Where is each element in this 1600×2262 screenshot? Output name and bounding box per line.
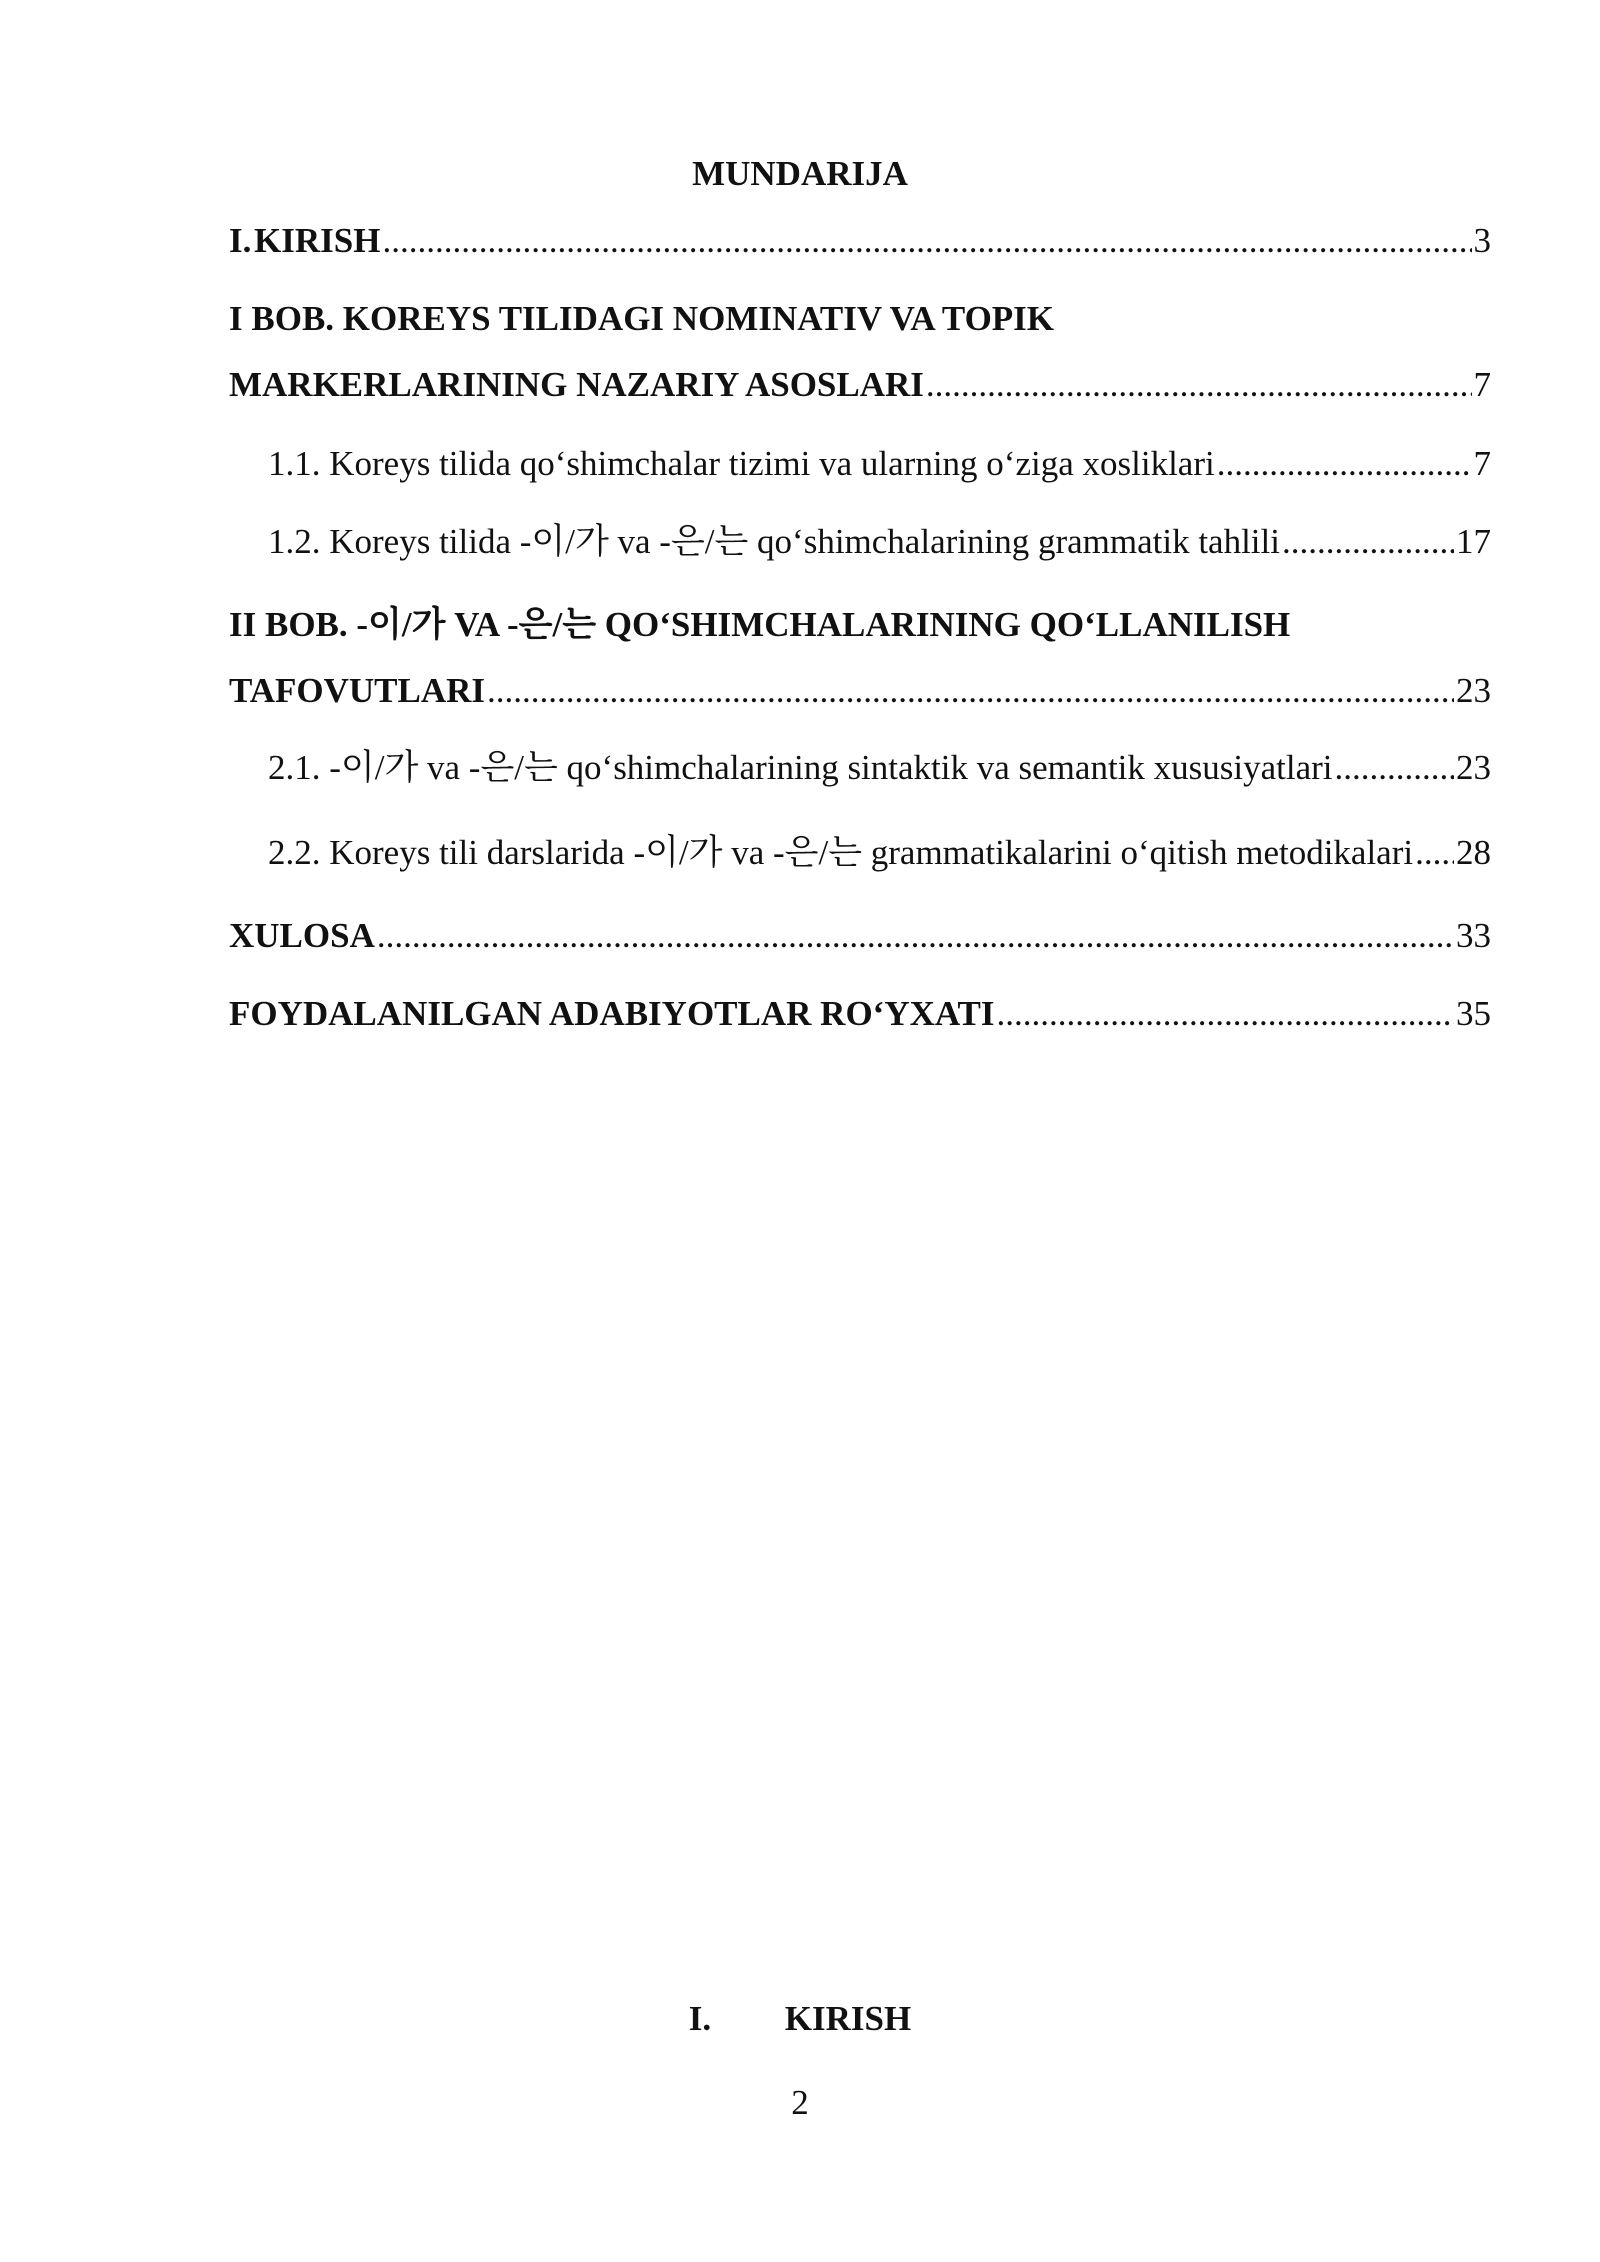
toc-page-number: 33 bbox=[1456, 916, 1491, 955]
toc-entry-text: 1.2. Koreys tilida -이/가 va -은/는 qo‘shimchalarining grammatik tahlili bbox=[268, 522, 1280, 561]
toc-entry-chapter1-line1[interactable]: I BOB. KOREYS TILIDAGI NOMINATIV VA TOPIK bbox=[229, 299, 1055, 338]
toc-page-number: 23 bbox=[1456, 671, 1491, 710]
dot-leader bbox=[487, 668, 1454, 714]
toc-entry-1-2[interactable] bbox=[268, 519, 1491, 565]
toc-entry-2-2[interactable] bbox=[268, 830, 1491, 876]
toc-entry-chapter1[interactable] bbox=[229, 362, 1491, 408]
toc-page-number: 35 bbox=[1456, 994, 1491, 1033]
page-number: 2 bbox=[791, 2083, 809, 2122]
toc-entry-label: I. bbox=[229, 221, 252, 260]
toc-entry-kirish[interactable] bbox=[229, 218, 1491, 264]
section-heading-label: I. bbox=[688, 1999, 712, 2038]
toc-entry-text: 2.1. -이/가 va -은/는 qo‘shimchalarining sintaktik va semantik xususiyatlari bbox=[268, 748, 1333, 787]
section-heading-title: KIRISH bbox=[784, 1999, 912, 2038]
dot-leader bbox=[926, 362, 1472, 408]
dot-leader bbox=[382, 218, 1471, 264]
toc-entry-text: TAFOVUTLARI bbox=[229, 671, 486, 710]
dot-leader bbox=[1335, 745, 1454, 791]
toc-page-number: 23 bbox=[1456, 748, 1491, 787]
dot-leader bbox=[1217, 441, 1472, 487]
toc-entry-1-1[interactable] bbox=[268, 441, 1491, 487]
dot-leader bbox=[1415, 830, 1454, 876]
toc-entry-chapter2[interactable] bbox=[229, 668, 1491, 714]
toc-entry-2-1[interactable] bbox=[268, 745, 1491, 791]
dot-leader bbox=[1282, 519, 1454, 565]
toc-entry-text: KIRISH bbox=[254, 221, 381, 260]
toc-page-number: 7 bbox=[1473, 444, 1491, 483]
toc-entry-text: FOYDALANILGAN ADABIYOTLAR RO‘YXATI bbox=[229, 994, 995, 1033]
dot-leader bbox=[997, 991, 1454, 1037]
table-of-contents bbox=[0, 0, 1600, 1100]
toc-entry-text: 1.1. Koreys tilida qo‘shimchalar tizimi va ularning o‘ziga xosliklari bbox=[268, 444, 1215, 483]
toc-page-number: 17 bbox=[1456, 522, 1491, 561]
toc-title: MUNDARIJA bbox=[692, 154, 908, 193]
toc-entry-text: XULOSA bbox=[229, 916, 375, 955]
section-heading bbox=[0, 1996, 1600, 2042]
toc-entry-chapter2-line1[interactable]: II BOB. -이/가 VA -은/는 QO‘SHIMCHALARINING QO‘LLANILISH bbox=[229, 605, 1291, 644]
dot-leader bbox=[377, 913, 1454, 959]
toc-page-number: 7 bbox=[1473, 365, 1491, 404]
toc-entry-text: MARKERLARINING NAZARIY ASOSLARI bbox=[229, 365, 924, 404]
toc-entry-text: 2.2. Koreys tili darslarida -이/가 va -은/는 grammatikalarini o‘qitish metodikalari bbox=[268, 833, 1414, 872]
toc-page-number: 3 bbox=[1473, 221, 1491, 260]
toc-page-number: 28 bbox=[1456, 833, 1491, 872]
toc-entry-references[interactable] bbox=[229, 991, 1491, 1037]
toc-entry-xulosa[interactable] bbox=[229, 913, 1491, 959]
